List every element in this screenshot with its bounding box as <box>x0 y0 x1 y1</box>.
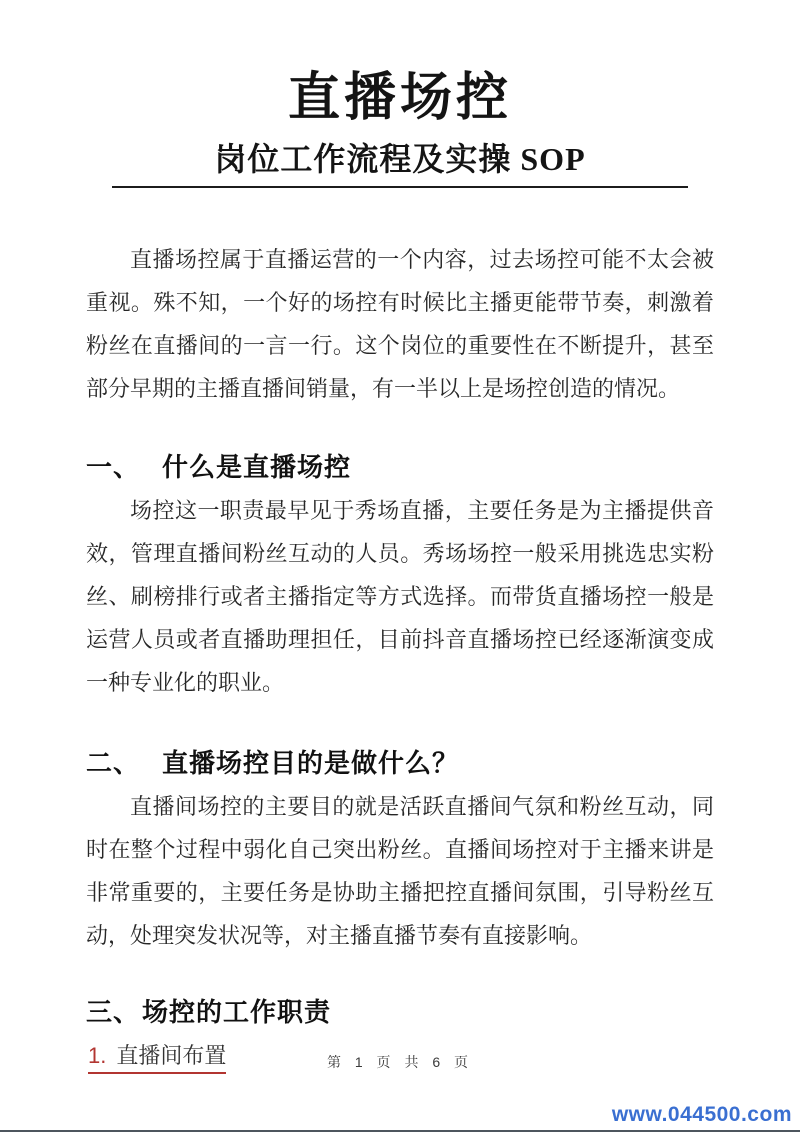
section-3-heading <box>86 995 714 1029</box>
section-2-heading <box>86 746 714 780</box>
section-purpose <box>86 746 714 957</box>
section-1-number: 一、 <box>86 452 141 482</box>
doc-subtitle: 岗位工作流程及实操 SOP <box>214 141 586 177</box>
doc-title: 直播场控 <box>287 70 512 127</box>
section-1-heading <box>86 450 714 484</box>
duty-link-label: 直播间布置 <box>116 1043 227 1068</box>
page-number-footer: 第 1 页 共 6 页 <box>326 1054 474 1070</box>
section-1-paragraph: 场控这一职责最早见于秀场直播，主要任务是为主播提供音效，管理直播间粉丝互动的人员。秀场场控一般采用挑选忠实粉丝、刷榜排行或者主播指定等方式选择。而带货直播场控一般是运营人员或者直播助理担任，目前抖音直播场控已经逐渐演变成一种专业化的职业。 <box>86 498 714 695</box>
section-2-number: 二、 <box>86 748 141 778</box>
intro-paragraph: 直播场控属于直播运营的一个内容，过去场控可能不太会被重视。殊不知，一个好的场控有时候比主播更能带节奏，刺激着粉丝在直播间的一言一行。这个岗位的重要性在不断提升，甚至部分早期的主播直播间销量，有一半以上是场控创造的情况。 <box>86 247 714 401</box>
section-2-title: 直播场控目的是做什么？ <box>162 748 460 778</box>
section-3-title: 场控的工作职责 <box>142 997 332 1027</box>
title-divider-rule <box>112 186 688 188</box>
duty-link-number: 1. <box>88 1043 107 1068</box>
watermark-url: www.044500.com <box>611 1103 792 1126</box>
section-what-is <box>86 450 714 704</box>
section-1-title: 什么是直播场控 <box>162 452 352 482</box>
section-2-paragraph: 直播间场控的主要目的就是活跃直播间气氛和粉丝互动，同时在整个过程中弱化自己突出粉丝。直播间场控对于主播来讲是非常重要的，主要任务是协助主播把控直播间氛围，引导粉丝互动，处理突发状况等，对主播直播节奏有直接影响。 <box>86 794 714 948</box>
section-3-number: 三、 <box>86 997 141 1027</box>
